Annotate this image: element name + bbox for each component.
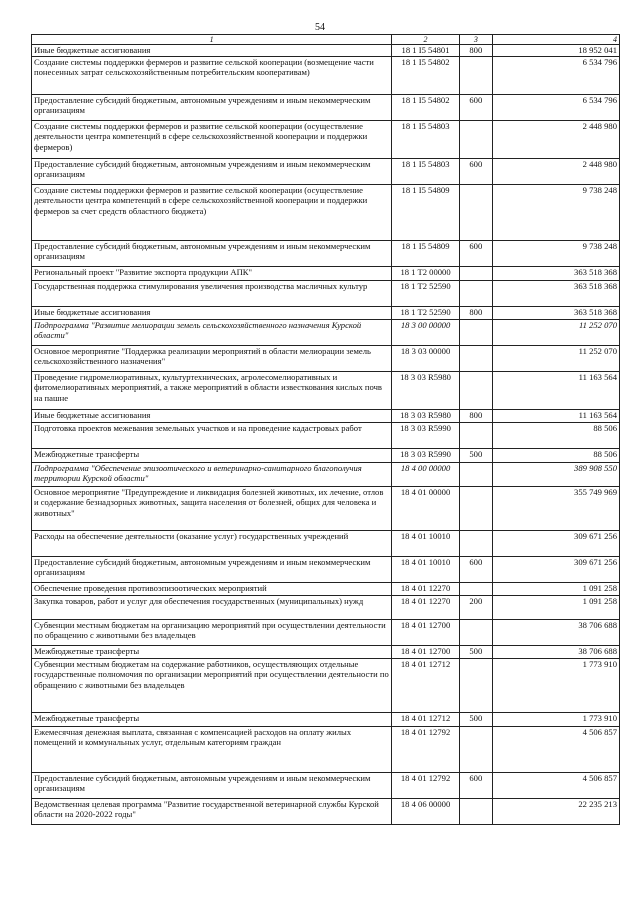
row-code: 18 4 01 12270 [392,595,460,619]
row-name: Основное мероприятие "Предупреждение и ликвидация болезней животных, их лечение, отлов и содержание безнадзорных животных, защита населения от болезней, общих для человека и животных" [32,486,392,530]
row-code: 18 1 I5 54809 [392,240,460,266]
row-code: 18 4 00 00000 [392,462,460,486]
table-row [32,319,620,345]
table-row [32,798,620,824]
table-row [32,56,620,94]
table-row [32,582,620,595]
row-name: Подпрограмма "Развитие мелиорации земель сельскохозяйственного назначения Курской области" [32,319,392,345]
row-name: Субвенции местным бюджетам на содержание работников, осуществляющих отдельные государственные полномочия по организации мероприятий при осуществлении деятельности по обращению с животными без владельцев [32,658,392,712]
table-row [32,462,620,486]
row-type: 600 [459,772,492,798]
budget-table [31,34,620,825]
row-code: 18 4 01 12712 [392,712,460,726]
page-number: 54 [315,22,325,33]
row-type [459,582,492,595]
row-amount: 4 506 857 [492,772,619,798]
row-type [459,345,492,371]
table-row [32,448,620,462]
row-type: 600 [459,556,492,582]
row-name: Иные бюджетные ассигнования [32,409,392,422]
row-amount: 1 091 258 [492,582,619,595]
row-type [459,184,492,240]
row-name: Предоставление субсидий бюджетным, автономным учреждениям и иным некоммерческим организациям [32,94,392,120]
row-amount: 11 163 564 [492,409,619,422]
row-name: Обеспечение проведения противоэпизоотических мероприятий [32,582,392,595]
row-name: Подготовка проектов межевания земельных участков и на проведение кадастровых работ [32,422,392,448]
table-row [32,658,620,712]
table-row [32,184,620,240]
row-type: 500 [459,712,492,726]
table-row [32,726,620,772]
row-code: 18 3 03 R5980 [392,409,460,422]
row-name: Создание системы поддержки фермеров и развитие сельской кооперации (осуществление деятельности центра компетенций в сфере сельскохозяйственной кооперации и поддержки фермеров за счет средств областного бюджета) [32,184,392,240]
row-amount: 309 671 256 [492,530,619,556]
row-amount: 88 506 [492,422,619,448]
row-code: 18 4 01 12792 [392,772,460,798]
row-type [459,726,492,772]
row-type [459,56,492,94]
row-name: Межбюджетные трансферты [32,645,392,658]
row-amount: 6 534 796 [492,94,619,120]
row-type: 800 [459,45,492,57]
row-name: Предоставление субсидий бюджетным, автономным учреждениям и иным некоммерческим организациям [32,158,392,184]
table-row [32,306,620,319]
row-amount: 355 749 969 [492,486,619,530]
row-amount: 22 235 213 [492,798,619,824]
row-code: 18 1 I5 54801 [392,45,460,57]
row-type: 500 [459,645,492,658]
row-name: Предоставление субсидий бюджетным, автономным учреждениям и иным некоммерческим организациям [32,772,392,798]
table-row [32,240,620,266]
row-code: 18 4 01 12712 [392,658,460,712]
row-type [459,486,492,530]
row-code: 18 1 I5 54803 [392,120,460,158]
table-row [32,422,620,448]
row-name: Межбюджетные трансферты [32,448,392,462]
row-type [459,371,492,409]
row-name: Основное мероприятие "Поддержка реализации мероприятий в области мелиорации земель сельскохозяйственного назначения" [32,345,392,371]
row-name: Субвенции местным бюджетам на организацию мероприятий при осуществлении деятельности по обращению с животными без владельцев [32,619,392,645]
column-number-4: 4 [492,35,619,45]
table-row [32,409,620,422]
row-amount: 11 252 070 [492,319,619,345]
row-type [459,319,492,345]
row-code: 18 1 I5 54803 [392,158,460,184]
row-amount: 6 534 796 [492,56,619,94]
row-amount: 88 506 [492,448,619,462]
row-type [459,619,492,645]
row-code: 18 3 03 00000 [392,345,460,371]
row-name: Предоставление субсидий бюджетным, автономным учреждениям и иным некоммерческим организациям [32,556,392,582]
row-type: 800 [459,409,492,422]
row-amount: 9 738 248 [492,240,619,266]
table-row [32,94,620,120]
row-name: Ежемесячная денежная выплата, связанная с компенсацией расходов на оплату жилых помещений и коммунальных услуг, отдельным категориям граждан [32,726,392,772]
row-amount: 2 448 980 [492,158,619,184]
row-amount: 2 448 980 [492,120,619,158]
row-amount: 18 952 041 [492,45,619,57]
row-code: 18 1 T2 52590 [392,280,460,306]
table-body [32,45,620,825]
row-amount: 1 091 258 [492,595,619,619]
row-code: 18 1 T2 00000 [392,266,460,280]
row-name: Создание системы поддержки фермеров и развитие сельской кооперации (осуществление деятельности центра компетенций в сфере сельскохозяйственной кооперации и поддержки фермеров) [32,120,392,158]
table-row [32,120,620,158]
row-type [459,462,492,486]
row-name: Ведомственная целевая программа "Развитие государственной ветеринарной службы Курской области на 2020-2022 годы" [32,798,392,824]
row-type: 600 [459,158,492,184]
row-amount: 38 706 688 [492,619,619,645]
table-row [32,595,620,619]
row-type: 200 [459,595,492,619]
column-number-2: 2 [392,35,460,45]
row-name: Региональный проект "Развитие экспорта продукции АПК" [32,266,392,280]
row-code: 18 1 I5 54802 [392,56,460,94]
table-row [32,772,620,798]
row-type: 500 [459,448,492,462]
row-code: 18 1 T2 52590 [392,306,460,319]
table-row [32,556,620,582]
table-row [32,158,620,184]
table-row [32,45,620,57]
row-name: Закупка товаров, работ и услуг для обеспечения государственных (муниципальных) нужд [32,595,392,619]
row-type [459,266,492,280]
row-type: 600 [459,94,492,120]
row-amount: 38 706 688 [492,645,619,658]
row-code: 18 3 03 R5990 [392,422,460,448]
table-row [32,280,620,306]
row-name: Проведение гидромелиоративных, культуртехнических, агролесомелиоративных и фитомелиоративных мероприятий, а также мероприятий в области известкования кислых почв на пашне [32,371,392,409]
table-row [32,645,620,658]
row-amount: 11 252 070 [492,345,619,371]
column-number-1: 1 [32,35,392,45]
row-code: 18 3 03 R5990 [392,448,460,462]
table-row [32,486,620,530]
row-code: 18 4 01 12700 [392,645,460,658]
row-amount: 4 506 857 [492,726,619,772]
row-type: 800 [459,306,492,319]
row-name: Предоставление субсидий бюджетным, автономным учреждениям и иным некоммерческим организациям [32,240,392,266]
row-name: Государственная поддержка стимулирования увеличения производства масличных культур [32,280,392,306]
row-type [459,422,492,448]
table-row [32,712,620,726]
row-code: 18 4 01 00000 [392,486,460,530]
table-row [32,530,620,556]
row-amount: 363 518 368 [492,280,619,306]
row-amount: 389 908 550 [492,462,619,486]
row-amount: 1 773 910 [492,712,619,726]
row-type: 600 [459,240,492,266]
row-code: 18 4 01 12792 [392,726,460,772]
table-row [32,371,620,409]
row-name: Межбюджетные трансферты [32,712,392,726]
row-code: 18 1 I5 54809 [392,184,460,240]
row-amount: 309 671 256 [492,556,619,582]
row-code: 18 3 00 00000 [392,319,460,345]
row-name: Создание системы поддержки фермеров и развитие сельской кооперации (возмещение части понесенных затрат сельскохозяйственным потребительским кооперативам) [32,56,392,94]
row-name: Иные бюджетные ассигнования [32,45,392,57]
column-number-3: 3 [459,35,492,45]
row-amount: 363 518 368 [492,306,619,319]
row-code: 18 3 03 R5980 [392,371,460,409]
table-row [32,266,620,280]
row-code: 18 1 I5 54802 [392,94,460,120]
row-name: Подпрограмма "Обеспечение эпизоотического и ветеринарно-санитарного благополучия территории Курской области" [32,462,392,486]
row-code: 18 4 01 10010 [392,556,460,582]
row-code: 18 4 01 10010 [392,530,460,556]
column-number-row [32,35,620,45]
row-name: Иные бюджетные ассигнования [32,306,392,319]
row-type [459,280,492,306]
row-type [459,530,492,556]
table-row [32,619,620,645]
row-type [459,798,492,824]
row-amount: 363 518 368 [492,266,619,280]
row-name: Расходы на обеспечение деятельности (оказание услуг) государственных учреждений [32,530,392,556]
row-code: 18 4 01 12700 [392,619,460,645]
row-code: 18 4 01 12270 [392,582,460,595]
table-row [32,345,620,371]
row-type [459,658,492,712]
row-amount: 11 163 564 [492,371,619,409]
row-code: 18 4 06 00000 [392,798,460,824]
row-type [459,120,492,158]
row-amount: 9 738 248 [492,184,619,240]
row-amount: 1 773 910 [492,658,619,712]
